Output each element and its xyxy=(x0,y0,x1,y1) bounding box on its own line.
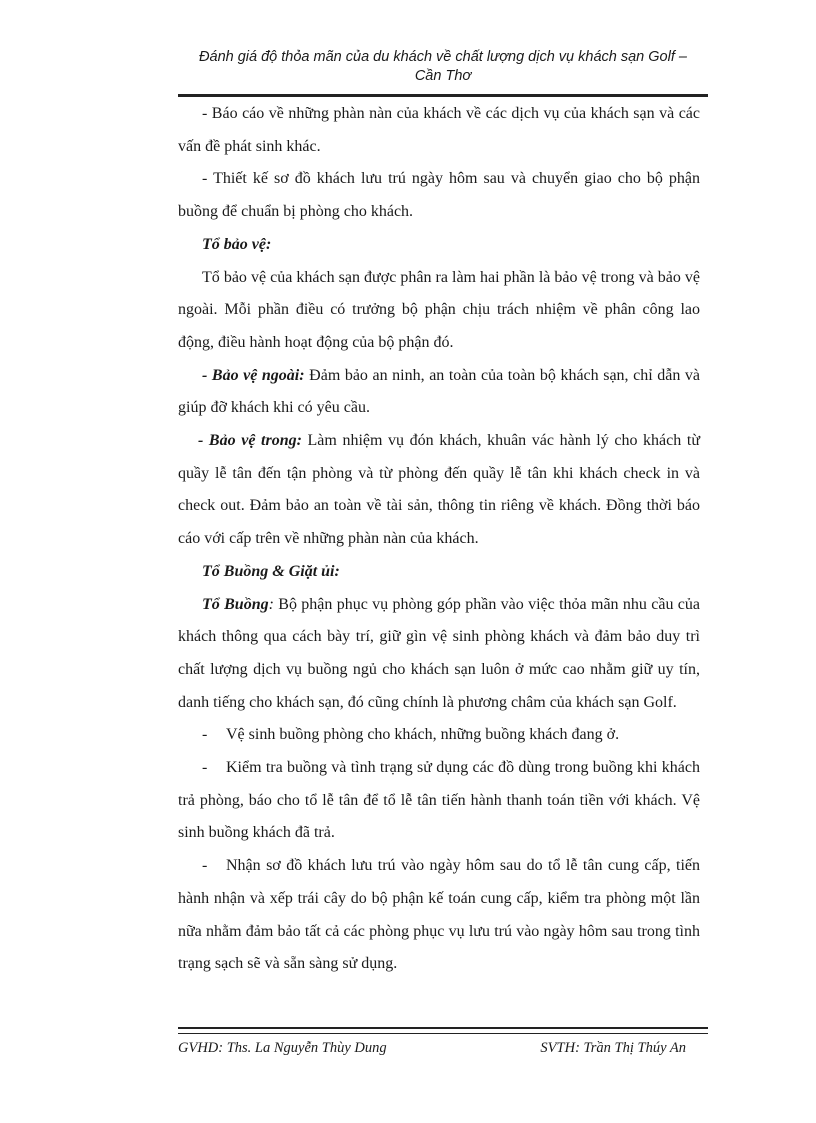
bullet-text-inspection: Kiểm tra buồng và tình trạng sử dụng các đồ dùng trong buồng khi khách trả phòng, báo cho tổ lễ tân để tổ lễ tân tiến hành thanh toán tiền với khách. Vệ sinh buồng khách đã trả. xyxy=(178,759,700,842)
header-divider xyxy=(178,94,708,97)
outer-security-text: Đảm bảo an ninh, an toàn của toàn bộ khách sạn, chỉ dẫn và giúp đỡ khách khi có yêu cầu. xyxy=(178,366,701,417)
page-header xyxy=(178,48,708,86)
bullet-item xyxy=(178,752,700,850)
bullet-dash: - xyxy=(202,759,208,777)
footer-divider-thin xyxy=(178,1033,708,1034)
bullet-dash: - xyxy=(202,726,208,744)
inner-security-label: - Bảo vệ trong: xyxy=(198,432,302,450)
page-footer xyxy=(178,1040,700,1057)
paragraph-complaints: - Báo cáo về những phàn nàn của khách về các dịch vụ của khách sạn và các vấn đề phát sinh khác. xyxy=(178,105,700,155)
housekeeping-colon: : xyxy=(268,595,274,613)
bullet-item xyxy=(178,719,700,752)
paragraph-housekeeping xyxy=(178,589,700,720)
paragraph-security-intro: Tổ bảo vệ của khách sạn được phân ra làm hai phần là bảo vệ trong và bảo vệ ngoài. Mỗi phần điều có trưởng bộ phận chịu trách nhiệm về phân công lao động, điều hành hoạt động của bộ phận đó. xyxy=(178,268,700,351)
outer-security-label: - Bảo vệ ngoài: xyxy=(202,366,305,384)
heading-security-team-text: Tổ bảo vệ: xyxy=(202,235,272,253)
heading-security-team xyxy=(178,229,700,262)
bullet-dash: - xyxy=(202,857,208,875)
page-body xyxy=(178,98,700,981)
housekeeping-label: Tổ Buồng xyxy=(202,595,269,613)
footer-student: SVTH: Trần Thị Thúy An xyxy=(540,1040,686,1056)
header-title-line1: Đánh giá độ thỏa mãn của du khách về chất lượng dịch vụ khách sạn Golf – xyxy=(199,49,687,65)
paragraph-outer-security xyxy=(178,360,700,425)
footer-divider-thick xyxy=(178,1027,708,1029)
heading-housekeeping-team xyxy=(178,556,700,589)
header-title-line2: Cần Thơ xyxy=(414,68,472,84)
bullet-item xyxy=(178,850,700,981)
paragraph-guest-plan: - Thiết kế sơ đồ khách lưu trú ngày hôm sau và chuyển giao cho bộ phận buồng để chuẩn bị phòng cho khách. xyxy=(178,170,700,221)
paragraph-inner-security xyxy=(178,425,700,556)
bullet-text-preparation: Nhận sơ đồ khách lưu trú vào ngày hôm sau do tổ lễ tân cung cấp, tiến hành nhận và xếp trái cây do bộ phận kế toán cung cấp, kiểm tra phòng một lần nữa nhằm đảm bảo tất cả các phòng phục vụ lưu trú vào ngày hôm sau trong tình trạng sạch sẽ và sẵn sàng sử dụng. xyxy=(178,857,700,973)
inner-security-text: Làm nhiệm vụ đón khách, khuân vác hành lý cho khách từ quầy lễ tân đến tận phòng và từ phòng đến quầy lễ tân khi khách check in và check out. Đảm bảo an toàn về tài sản, thông tin riêng về khách. Đồng thời báo cáo với cấp trên về những phàn nàn của khách. xyxy=(178,432,700,548)
bullet-text-cleaning: Vệ sinh buồng phòng cho khách, những buồng khách đang ở. xyxy=(226,726,620,744)
housekeeping-text: Bộ phận phục vụ phòng góp phần vào việc thỏa mãn nhu cầu của khách thông qua cách bày trí, giữ gìn vệ sinh phòng khách và đảm bảo duy trì chất lượng dịch vụ buồng ngủ cho khách sạn luôn ở mức cao nhằm giữ uy tín, danh tiếng cho khách sạn, đó cũng chính là phương châm của khách sạn Golf. xyxy=(178,595,700,711)
footer-supervisor: GVHD: Ths. La Nguyễn Thùy Dung xyxy=(178,1040,387,1056)
heading-housekeeping-team-text: Tổ Buồng & Giặt ủi: xyxy=(202,562,340,580)
